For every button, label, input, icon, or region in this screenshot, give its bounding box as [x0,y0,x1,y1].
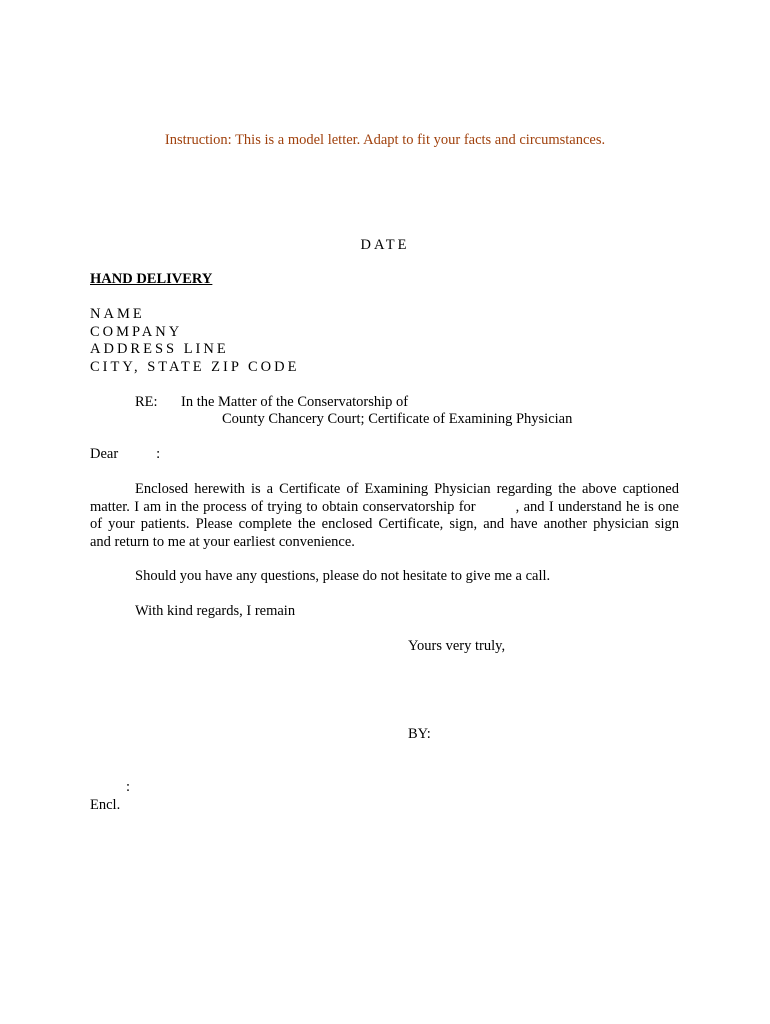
body-paragraph-1-line-4: and return to me at your earliest convenience. [90,533,355,550]
recipient-company: COMPANY [90,323,183,340]
body-paragraph-1 [90,481,679,551]
signature-by-line: BY: [408,726,431,742]
re-line-2: County Chancery Court; Certificate of Examining Physician [222,411,573,427]
body-paragraph-1-line-2: matter. I am in the process of trying to obtain conservatorship for , and I understand he is one [90,498,679,515]
salutation-colon: : [156,446,161,462]
closing-remark: With kind regards, I remain [135,603,296,619]
delivery-method: HAND DELIVERY [90,271,213,287]
re-line-1: In the Matter of the Conservatorship of [181,394,409,410]
body-paragraph-2: Should you have any questions, please do not hesitate to give me a call. [135,568,551,584]
recipient-address-line: ADDRESS LINE [90,341,229,357]
instruction-note: Instruction: This is a model letter. Adapt to fit your facts and circumstances. [164,132,606,148]
enclosure-label: Encl. [90,797,121,813]
letter-date: DATE [360,237,410,253]
body-paragraph-1-line-3: of your patients. Please complete the enclosed Certificate, sign, and have another physician sign [90,516,679,532]
re-label: RE: [135,394,158,410]
enclosure-colon: : [126,779,131,795]
salutation [90,446,160,464]
salutation-word: Dear [90,446,119,462]
recipient-city-state-zip: CITY, STATE ZIP CODE [90,358,300,375]
body-paragraph-1-line-1: Enclosed herewith is a Certificate of Examining Physician regarding the above captioned [135,481,679,497]
recipient-address-block [90,306,299,376]
complimentary-close: Yours very truly, [408,638,506,654]
recipient-name: NAME [90,306,145,322]
